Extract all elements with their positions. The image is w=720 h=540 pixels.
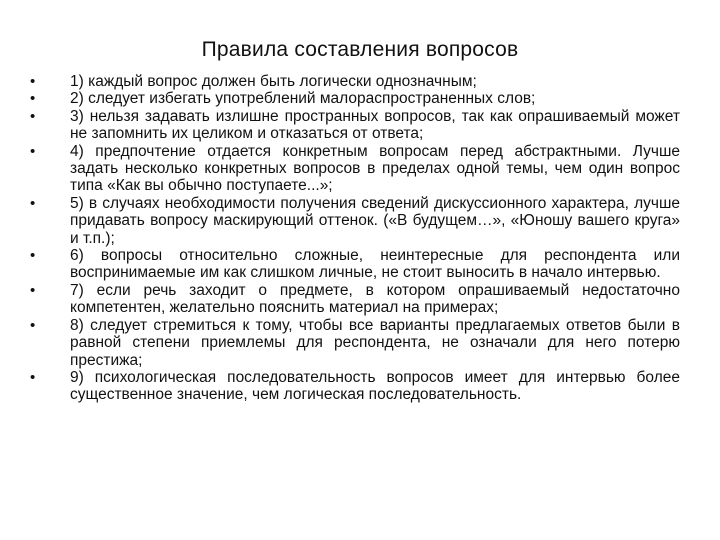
rule-text: 7) если речь заходит о предмете, в котором опрашиваемый недостаточно компетентен, желательно пояснить материал на примерах;	[70, 281, 680, 317]
slide-title: Правила составления вопросов	[201, 38, 519, 61]
list-item	[30, 73, 680, 90]
rule-text: 5) в случаях необходимости получения сведений дискуссионного характера, лучше придавать вопросу маскирующий оттенок. («В будущем…», «Юношу вашего круга» и т.п.);	[70, 194, 680, 247]
bullet-icon: •	[30, 316, 36, 334]
list-item	[30, 282, 680, 317]
bullet-icon: •	[30, 281, 36, 299]
rule-text: 4) предпочтение отдается конкретным вопросам перед абстрактными. Лучше задать несколько конкретных вопросов в пределах одной темы, чем один вопрос типа «Как вы обычно поступаете...»;	[70, 142, 680, 195]
rule-text: 9) психологическая последовательность вопросов имеет для интервью более существенное значение, чем логическая последовательность.	[70, 368, 680, 404]
list-item	[30, 195, 680, 247]
bullet-icon: •	[30, 90, 36, 108]
rule-text: 8) следует стремиться к тому, чтобы все варианты предлагаемых ответов были в равной степени приемлемы для респондента, не означали для него потерю престижа;	[70, 316, 680, 369]
bullet-icon: •	[30, 142, 36, 160]
list-item	[30, 90, 680, 107]
bullet-icon: •	[30, 368, 36, 386]
rules-list	[30, 73, 680, 404]
bullet-icon: •	[30, 107, 36, 125]
bullet-icon: •	[30, 73, 36, 90]
list-item	[30, 108, 680, 143]
rule-text: 1) каждый вопрос должен быть логически однозначным;	[70, 73, 477, 90]
list-item	[30, 247, 680, 282]
list-item	[30, 317, 680, 369]
bullet-icon: •	[30, 247, 36, 265]
rule-text: 3) нельзя задавать излишне пространных вопросов, так как опрашиваемый может не запомнить их целиком и отказаться от ответа;	[70, 107, 680, 143]
list-item	[30, 369, 680, 404]
bullet-icon: •	[30, 194, 36, 212]
list-item	[30, 143, 680, 195]
rule-text: 6) вопросы относительно сложные, неинтересные для респондента или воспринимаемые им как слишком личные, не стоит выносить в начало интервью.	[70, 247, 680, 282]
rule-text: 2) следует избегать употреблений малораспространенных слов;	[70, 90, 536, 108]
